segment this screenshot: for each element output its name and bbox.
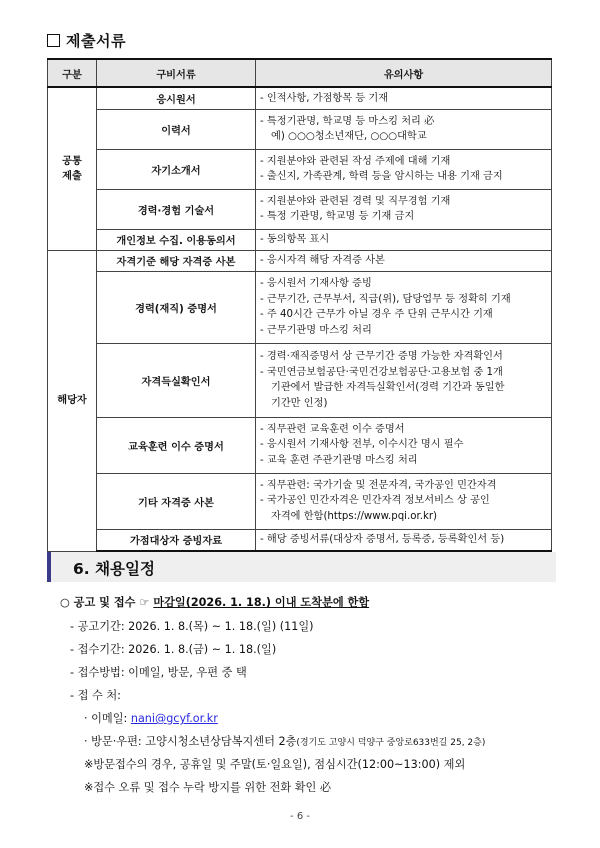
documents-table: [47, 58, 552, 552]
note-line: - 경력·재직증명서 상 근무기간 증명 가능한 자격확인서: [260, 351, 503, 362]
note-line: - 해당 증빙서류(대상자 증명서, 등록증, 등록확인서 등): [260, 534, 505, 545]
category-label: 공통: [62, 155, 82, 167]
note-line: - 근무기간, 근무부서, 직급(위), 담당업무 등 정확히 기재: [260, 293, 511, 305]
document-name: 자기소개서: [97, 149, 256, 189]
header-notes: 유의사항: [256, 59, 552, 87]
document-notes: [256, 529, 552, 551]
section-title-schedule-bar: [47, 552, 556, 582]
document-notes: [256, 250, 552, 271]
phone-confirm-note: ※접수 오류 및 접수 누락 방지를 위한 전화 확인 必: [84, 781, 332, 794]
visit-address: (경기도 고양시 덕양구 중앙로633번길 25, 2층): [296, 738, 486, 748]
email-link[interactable]: nani@gcyf.or.kr: [130, 712, 218, 725]
table-row: [48, 109, 552, 149]
document-notes: [256, 189, 552, 229]
note-line: 기관에서 발급한 자격득실확인서(경력 기간과 동일한: [271, 382, 505, 393]
schedule-item-heading: ○ 공고 및 접수 ☞ 마감일(2026. 1. 18.) 이내 도착분에 한함: [60, 596, 370, 609]
note-line: 예) ○○○청소년재단, ○○○대학교: [271, 131, 427, 142]
document-name: 자격득실확인서: [97, 343, 256, 417]
visit-note: ※방문접수의 경우, 공휴일 및 주말(토·일요일), 점심시간(12:00~13:00) 제외: [84, 758, 466, 771]
document-name: 기타 자격증 사본: [97, 473, 256, 529]
document-name: 자격기준 해당 자격증 사본: [97, 250, 256, 271]
table-body: [48, 87, 552, 551]
document-name: 이력서: [97, 109, 256, 149]
category-cell: [48, 87, 97, 250]
header-document: 구비서류: [97, 59, 256, 87]
note-line: - 응시원서 기재사항 전부, 이수시간 명시 필수: [260, 439, 464, 451]
header-category: 구분: [48, 59, 97, 87]
table-row: [48, 229, 552, 250]
note-line: - 출신지, 가족관계, 학력 등을 암시하는 내용 기재 금지: [260, 171, 503, 182]
note-line: - 직무관련: 국가기술 및 전문자격, 국가공인 민간자격: [260, 479, 497, 491]
note-line: - 근무기관명 마스킹 처리: [260, 324, 372, 336]
note-line: - 직무관련 교육훈련 이수 증명서: [260, 423, 405, 435]
document-notes: [256, 343, 552, 417]
table-header-row: [48, 59, 552, 87]
document-name: 개인정보 수집. 이용동의서: [97, 229, 256, 250]
document-name: 응시원서: [97, 87, 256, 109]
table-row: [48, 189, 552, 229]
note-line: - 동의항목 표시: [260, 233, 330, 245]
document-notes: [256, 229, 552, 250]
table-row: [48, 87, 552, 109]
note-line: 자격에 한함(https://www.pqi.or.kr): [271, 510, 438, 522]
note-line: - 국가공인 민간자격은 민간자격 정보서비스 상 공인: [260, 495, 490, 507]
document-name: 경력(재직) 증명서: [97, 271, 256, 343]
note-line: - 특정 기관명, 학교명 등 기재 금지: [260, 211, 415, 222]
table-row: [48, 271, 552, 343]
note-line: - 응시자격 해당 자격증 사본: [260, 254, 385, 266]
category-label: 제출: [62, 170, 82, 182]
note-line: - 교육 훈련 주관기관명 마스킹 처리: [260, 454, 418, 466]
note-line: - 인적사항, 가점항목 등 기재: [260, 92, 389, 104]
note-line: - 국민연금보험공단·국민건강보험공단·고용보험 중 1개: [260, 366, 503, 378]
document-notes: [256, 87, 552, 109]
document-notes: [256, 271, 552, 343]
document-notes: [256, 109, 552, 149]
page-number: - 6 -: [290, 811, 310, 822]
checkbox-square-icon: [47, 34, 60, 47]
note-line: - 응시원서 기재사항 증빙: [260, 278, 372, 289]
note-line: - 특정기관명, 학교명 등 마스킹 처리 必: [260, 115, 435, 127]
table-row: [48, 417, 552, 473]
table-row: [48, 250, 552, 271]
category-label: 해당자: [57, 395, 87, 406]
application-period: - 접수기간: 2026. 1. 8.(금) ~ 1. 18.(일): [70, 643, 277, 656]
document-name: 가점대상자 증빙자료: [97, 529, 256, 551]
note-line: - 주 40시간 근무가 아닐 경우 주 단위 근무시간 기재: [260, 309, 493, 320]
table-row: [48, 149, 552, 189]
section-title-documents: 제출서류: [47, 30, 126, 51]
visit-line: · 방문·우편: 고양시청소년상담복지센터 2층(경기도 고양시 덕양구 중앙로633번길 25, 2층): [84, 735, 486, 748]
document-notes: [256, 417, 552, 473]
posting-period: - 공고기간: 2026. 1. 8.(목) ~ 1. 18.(일) (11일): [70, 620, 314, 633]
category-cell: [48, 250, 97, 551]
email-line: · 이메일: nani@gcyf.or.kr: [84, 712, 218, 725]
document-name: 경력·경험 기술서: [97, 189, 256, 229]
note-line: - 지원분야와 관련된 경력 및 직무경험 기재: [260, 195, 451, 207]
document-notes: [256, 473, 552, 529]
document-name: 교육훈련 이수 증명서: [97, 417, 256, 473]
section-title-schedule: 6. 채용일정: [73, 560, 155, 578]
table-row: [48, 529, 552, 551]
note-line: - 지원분야와 관련된 작성 주제에 대해 기재: [260, 155, 451, 167]
deadline-text: 마감일(2026. 1. 18.) 이내 도착분에 한함: [153, 596, 370, 609]
application-method: - 접수방법: 이메일, 방문, 우편 중 택: [70, 666, 247, 679]
note-line: 기간만 인정): [271, 397, 328, 409]
table-row: [48, 343, 552, 417]
document-notes: [256, 149, 552, 189]
application-place: - 접 수 처:: [70, 689, 121, 702]
table-row: [48, 473, 552, 529]
